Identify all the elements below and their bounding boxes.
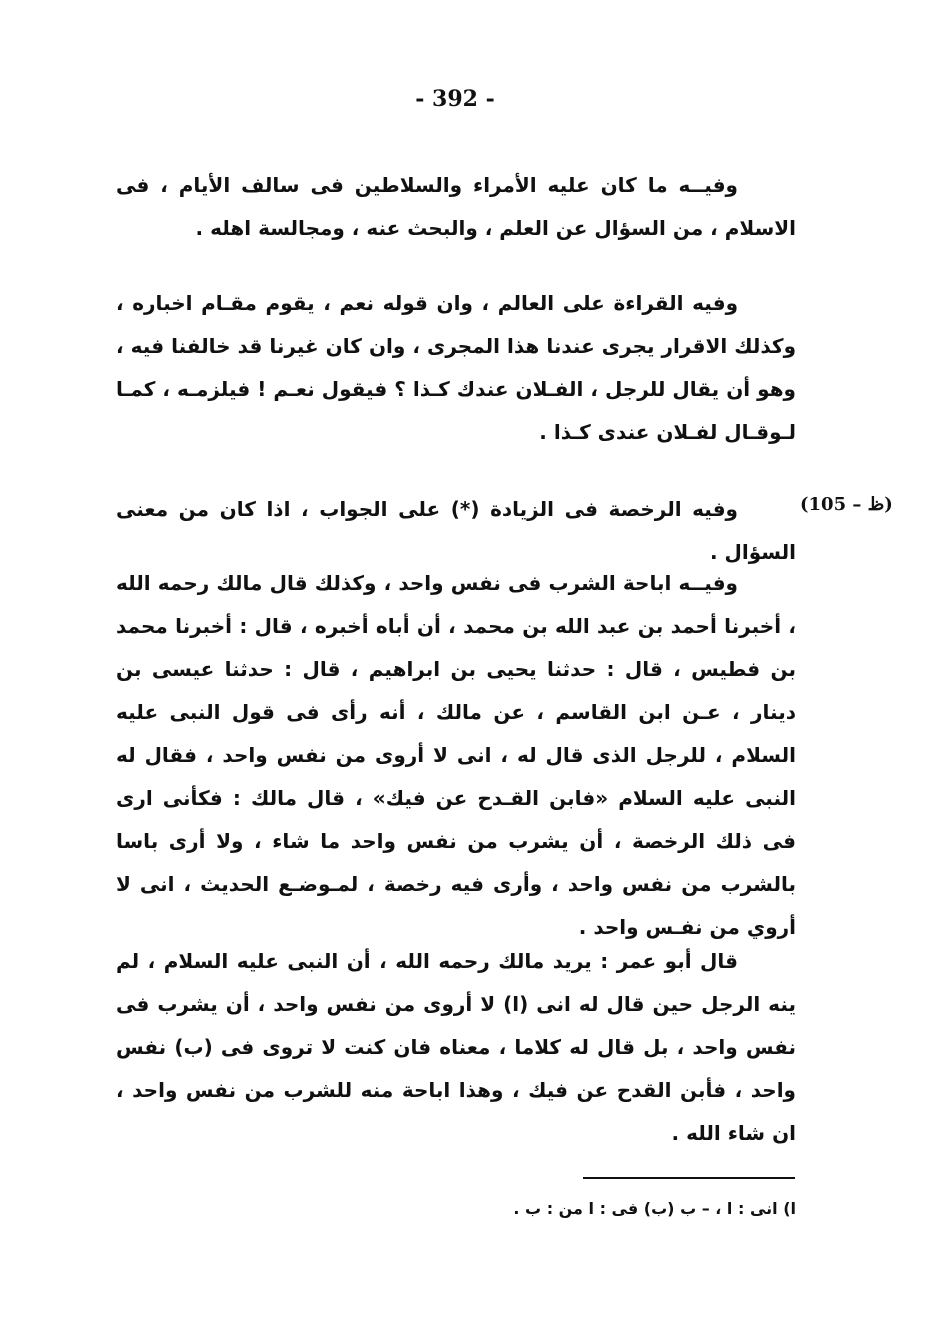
paragraph-1-text: وفيــه ما كان عليه الأمراء والسلاطين فى سالف الأيام ، فى الاسلام ، من السؤال عن العلم ، والبحث عنه ، ومجالسة اهله .	[116, 173, 796, 240]
footnote: ا) انى : ا ، – ب (ب) فى : ا من : ب .	[513, 1199, 796, 1218]
paragraph-4	[116, 562, 796, 949]
paragraph-3-text: وفيه الرخصة فى الزيادة (*) على الجواب ، اذا كان من معنى السؤال .	[116, 497, 796, 564]
paragraph-2	[116, 282, 796, 454]
paragraph-5-text: قال أبو عمر : يريد مالك رحمه الله ، أن النبى عليه السلام ، لم ينه الرجل حين قال له انى (ا) لا أروى من نفس واحد ، أن يشرب فى نفس واحد ، بل قال له كلاما ، معناه فان كنت لا تروى فى (ب) نفس واحد ، فأبن القدح عن فيك ، وهذا اباحة منه للشرب من نفس واحد ، ان شاء الله .	[116, 949, 796, 1145]
paragraph-5	[116, 940, 796, 1155]
footnote-divider	[583, 1177, 795, 1179]
margin-note: (105 – ظ)	[800, 494, 893, 515]
paragraph-2-text: وفيه القراءة على العالم ، وان قوله نعم ، يقوم مقـام اخباره ، وكذلك الاقرار يجرى عندنا هذا المجرى ، وان كان غيرنا قد خالفنا فيه ، وهو أن يقال للرجل ، الفـلان عندك كـذا ؟ فيقول نعـم ! فيلزمـه ، كمـا لـوقـال لفـلان عندى كـذا .	[116, 291, 796, 444]
page-number: - 392 -	[415, 86, 495, 112]
paragraph-1	[116, 164, 796, 250]
paragraph-4-text: وفيــه اباحة الشرب فى نفس واحد ، وكذلك قال مالك رحمه الله ، أخبرنا أحمد بن عبد الله بن محمد ، أن أباه أخبره ، قال : أخبرنا محمد بن فطيس ، قال : حدثنا يحيى بن ابراهيم ، قال : حدثنا عيسى بن دينار ، عـن ابن القاسم ، عن مالك ، أنه رأى فى قول النبى عليه السلام ، للرجل الذى قال له ، انى لا أروى من نفس واحد ، فقال له النبى عليه السلام «فابن القـدح عن فيك» ، قال مالك : فكأنى ارى فى ذلك الرخصة ، أن يشرب من نفس واحد ما شاء ، ولا أرى باسا بالشرب من نفس واحد ، وأرى فيه رخصة ، لمـوضـع الحديث ، انى لا أروي من نفـس واحد .	[116, 571, 796, 939]
